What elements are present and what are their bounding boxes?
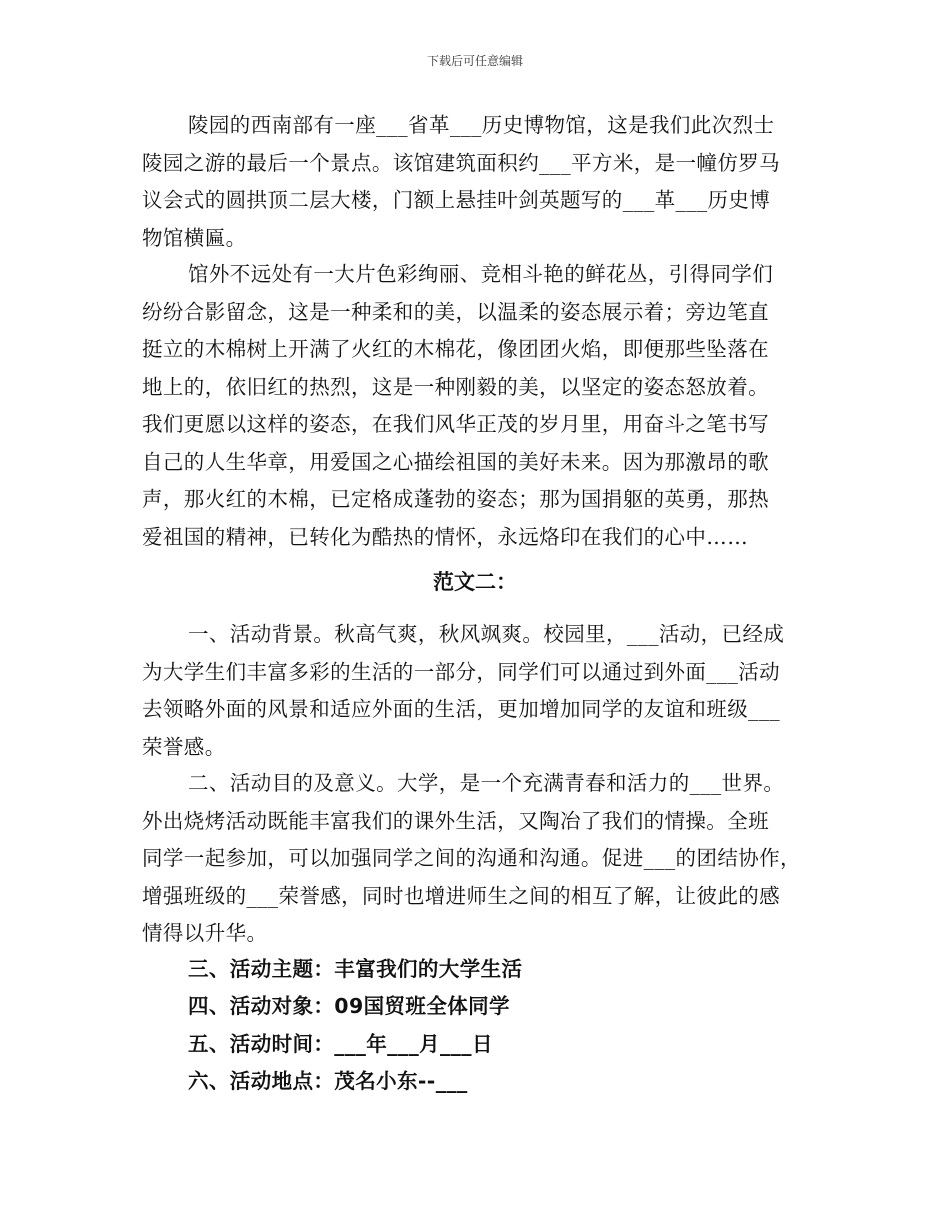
text-line: 物馆横匾。 xyxy=(142,225,247,250)
text-line: 去领略外面的风景和适应外面的生活，更加增加同学的友谊和班级___ xyxy=(142,697,781,721)
text-line: 自己的人生华章，用爱国之心描绘祖国的美好未来。因为那激昂的歌 xyxy=(142,449,769,474)
activity-theme: 三、活动主题：丰富我们的大学生活 xyxy=(188,957,523,981)
paragraph-flowers xyxy=(142,256,814,556)
text-line: 外出烧烤活动既能丰富我们的课外生活，又陶冶了我们的情操。全班 xyxy=(142,808,769,833)
text-line: 我们更愿以这样的姿态，在我们风华正茂的岁月里，用奋斗之笔书写 xyxy=(142,412,769,436)
text-line: 陵园之游的最后一个景点。该馆建筑面积约___平方米，是一幢仿罗马 xyxy=(142,150,781,175)
text-line: 增强班级的___荣誉感，同时也增进师生之间的相互了解，让彼此的感 xyxy=(142,883,781,908)
text-line: 一、活动背景。秋高气爽，秋风飒爽。校园里，___活动，已经成 xyxy=(188,622,785,646)
page-header: 下载后可任意编辑 xyxy=(426,54,523,68)
text-line: 荣誉感。 xyxy=(142,734,226,759)
text-line: 二、活动目的及意义。大学，是一个充满青春和活力的___世界。 xyxy=(188,771,785,795)
paragraph-background xyxy=(142,616,814,766)
activity-target: 四、活动对象：09国贸班全体同学 xyxy=(188,994,510,1018)
text-line: 声，那火红的木棉，已定格成蓬勃的姿态；那为国捐躯的英勇，那热 xyxy=(142,487,769,511)
text-line: 议会式的圆拱顶二层大楼，门额上悬挂叶剑英题写的___革___历史博 xyxy=(142,188,771,212)
activity-time: 五、活动时间：___年___月___日 xyxy=(188,1032,493,1056)
paragraph-purpose xyxy=(142,765,814,953)
section-heading: 范文二： xyxy=(433,570,517,594)
text-line: 陵园的西南部有一座___省革___历史博物馆，这是我们此次烈士 xyxy=(188,113,775,137)
text-line: 为大学生们丰富多彩的生活的一部分，同学们可以通过到外面___活动 xyxy=(142,659,781,684)
text-line: 挺立的木棉树上开满了火红的木棉花，像团团火焰，即便那些坠落在 xyxy=(142,337,769,361)
text-line: 地上的，依旧红的热烈，这是一种刚毅的美，以坚定的姿态怒放着。 xyxy=(142,374,769,399)
activity-place: 六、活动地点：茂名小东--___ xyxy=(188,1069,468,1093)
text-line: 情得以升华。 xyxy=(142,921,268,945)
text-line: 馆外不远处有一大片色彩绚丽、竞相斗艳的鲜花丛，引得同学们 xyxy=(188,262,774,286)
text-line: 同学一起参加，可以加强同学之间的沟通和沟通。促进___的团结协作， xyxy=(142,846,801,870)
text-line: 爱祖国的精神，已转化为酷热的情怀，永远烙印在我们的心中…… xyxy=(142,524,749,549)
text-line: 纷纷合影留念，这是一种柔和的美，以温柔的姿态展示着；旁边笔直 xyxy=(142,299,769,324)
paragraph-museum xyxy=(142,107,814,257)
